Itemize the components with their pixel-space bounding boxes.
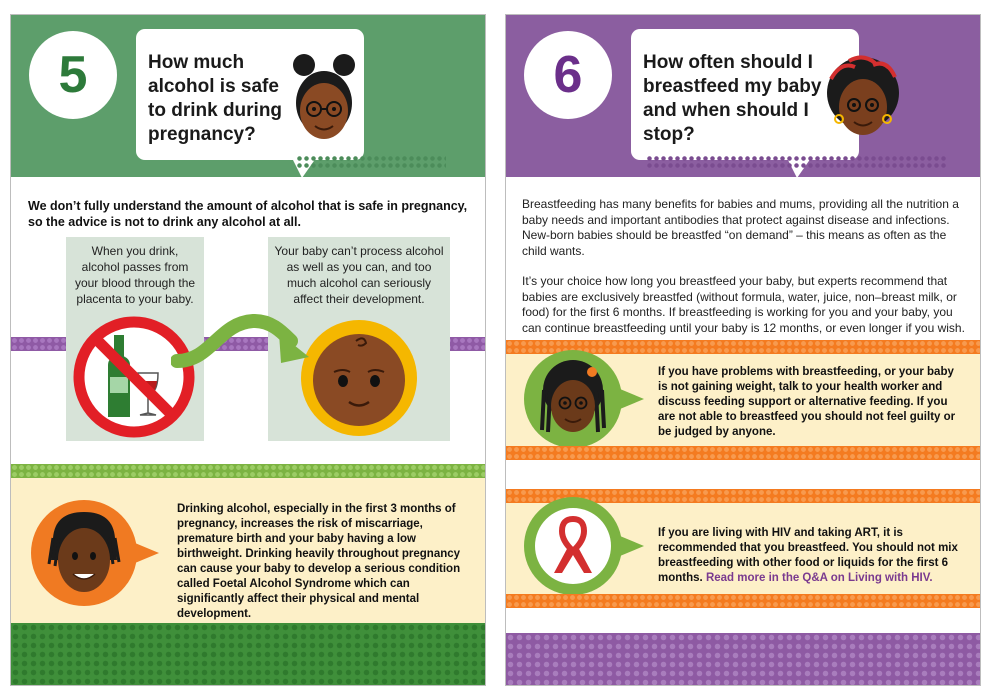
intro-text: We don’t fully understand the amount of alcohol that is safe in pregnancy, so the advice is not to drink any alcohol at all. [28, 199, 468, 229]
question-number: 5 [29, 31, 117, 119]
decorative-dots [296, 155, 446, 169]
question-number: 6 [524, 31, 612, 119]
orange-strip [506, 594, 980, 608]
question-text: How often should I breastfeed my baby and when should I stop? [643, 52, 822, 145]
question-text: How much alcohol is safe to drink during pregnancy? [148, 52, 283, 145]
arrow-icon [171, 303, 321, 373]
red-ribbon-icon [532, 505, 614, 587]
decorative-dots [646, 155, 946, 169]
tip-hiv-text [658, 526, 964, 586]
woman-braids-face-icon [821, 49, 905, 149]
hiv-qa-link[interactable]: Read more in the Q&A on Living with HIV. [705, 572, 933, 584]
question-bubble [631, 29, 859, 160]
tip-box-hiv [506, 503, 980, 594]
card-alcohol [10, 14, 486, 686]
panel-left-text: When you drink, alcohol passes from your blood through the placenta to your baby. [74, 244, 196, 306]
tip-box-feeding [506, 354, 980, 446]
panel-right-text: Your baby can’t process alcohol as well as you can, and too much alcohol can seriously affect their development. [274, 244, 444, 306]
warning-text: Drinking alcohol, especially in the first 3 months of pregnancy, increases the risk of miscarriage, premature birth and your baby having a low birthweight. Drinking heavily throughout pregnancy can cause your baby to develop a serious condition called Foetal Alcohol Syndrome which can significantly affect their physical and mental development. [177, 503, 461, 620]
tip-hiv-body: If you are living with HIV and taking ART, it is recommended that you breastfeed. You should not mix breastfeeding with other food or liquids for the first 6 months. [658, 527, 958, 584]
footer-pattern [11, 623, 485, 685]
paragraph-duration: It’s your choice how long you breastfeed your baby, but experts recommend that babies are exclusively breastfed (without formula, water, juice, non–breast milk, or food) for the first 6 months. If breastfeeding is working for you and your baby, you can continue breastfeeding until your baby is 12 months, or even longer if you wish. [522, 274, 965, 335]
card-breastfeeding [505, 14, 981, 686]
ribbon-avatar [524, 497, 622, 595]
orange-strip [506, 446, 980, 460]
card-header [11, 15, 485, 177]
tip-feeding-text: If you have problems with breastfeeding, or your baby is not gaining weight, talk to your health worker and discuss feeding support or alternative feeding. If you are not able to breastfeed you should not feel guilty or be judged by anyone. [658, 366, 956, 438]
green-strip [11, 464, 485, 478]
man-face-icon [45, 508, 123, 600]
footer-pattern [506, 633, 980, 685]
man-avatar [31, 500, 137, 606]
question-bubble [136, 29, 364, 160]
paragraph-benefits: Breastfeeding has many benefits for babies and mums, providing all the nutrition a baby needs and important antibodies that protect against disease and infections. New-born babies should be breastfed “on demand” – this means as often as the child wants. [522, 197, 959, 258]
girl-avatar [524, 350, 622, 448]
warning-box [11, 478, 485, 626]
card-header [506, 15, 980, 177]
woman-face-icon [288, 51, 360, 151]
girl-face-icon [538, 356, 608, 442]
